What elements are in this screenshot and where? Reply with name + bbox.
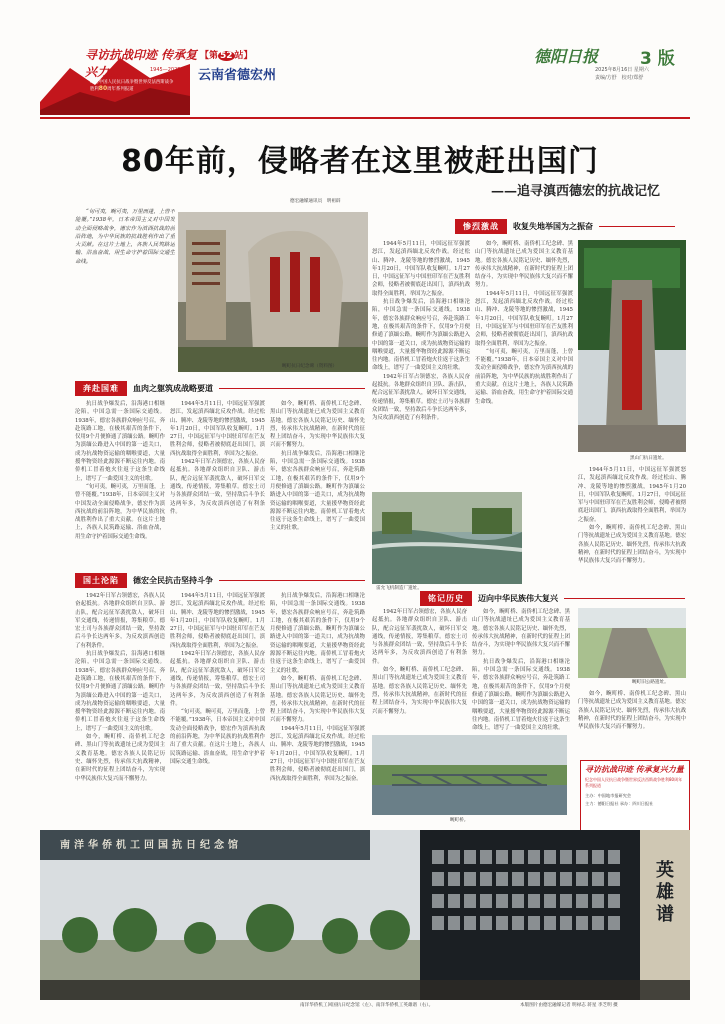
section1-header [75,380,365,396]
section1-p2: “旬可夷，畹可夷，万里而蓬，上曾不能覆。”1938年，日本帝国主义对中国发动全面侵略战争，德宏作为滇西抗战的前沿阵地，为中华民族的抗战胜利作出了重大贡献。在这片土地上，各族人民筑路运输、浴血奋战，用生命守护着国际交通生命线。 [75,483,165,540]
section2-p8: 如今，畹町桥、南侨机工纪念碑、黑山门等抗战遗址已成为爱国主义教育基地。德宏各族人民铭记历史、缅怀先烈，传承伟大抗战精神，在新时代的征程上团结奋斗，为实现中华民族伟大复兴而不懈努力。 [270,675,365,724]
section2-p5: 1942年日军占领德宏，各族人民奋起抵抗。各地群众组织自卫队、游击队，配合远征军袭扰敌人，破坏日军交通线，传递情报，筹集粮草。德宏土司与各族群众团结一致，坚持敌后斗争长达两年多，为反攻滇西创造了有利条件。 [170,651,265,707]
middle-p6: “旬可夷，畹可夷，万里而蓬，上曾不能覆。”1938年，日本帝国主义对中国发动全面侵略战争，德宏作为滇西抗战的前沿阵地，为中华民族的抗战胜利作出了重大贡献。在这片土地上，各族人民筑路运输、浴血奋战，用生命守护着国际交通生命线。 [475,348,573,405]
date-text: 2025年8月16日 [595,67,633,73]
campaign-sub2: 胜利 [90,87,99,92]
section1-col1 [75,400,165,566]
section1-p4: 1942年日军占领德宏，各族人民奋起抵抗。各地群众组织自卫队、游击队，配合远征军袭扰敌人，破坏日军交通线，传递情报，筹集粮草。德宏土司与各族群众团结一致，坚持敌后斗争长达两年多，为反攻滇西创造了有利条件。 [170,459,265,515]
section4-col-left [372,608,467,728]
header-band [40,40,690,115]
section1-p3: 1944年5月11日，中国远征军强渡怒江，发起滇西缅北反攻作战。经过松山、腾冲、龙陵等地的惨烈激战，1945年1月20日，中国军队收复畹町。1月27日，中国远征军与中国驻印军在芒友胜利会师，侵略者被彻底赶出国门，滇西抗战取得全面胜利，举国为之振奋。 [170,401,265,457]
middle-p2: 抗日战争爆发后，沿海港口相继沦陷，中国急需一条国际交通线。1938年，德宏各族群众响应号召，奔赴筑路工地，在极其艰苦的条件下，仅用9个月便修通了滇缅公路。畹町作为滇缅公路进入中国的第一道关口，成为抗战物资运输的咽喉要道，大量援华物资经此源源不断运往内地。南侨机工冒着炮火往返于这条生命线上，谱写了一曲爱国主义的壮歌。 [372,299,470,372]
section2-col2 [170,592,265,810]
campaign-subtitle [90,80,210,93]
section2-header [75,572,365,588]
section2-p9: 1944年5月11日，中国远征军强渡怒江，发起滇西缅北反攻作战。经过松山、腾冲、龙陵等地的惨烈激战，1945年1月20日，中国军队收复畹町。1月27日，中国远征军与中国驻印军在芒友胜利会师，侵略者被彻底赶出国门，滇西抗战取得全面胜利，举国为之振奋。 [270,725,365,782]
middle-col2 [475,240,573,486]
section3-tag: 惨烈激战 [455,219,507,234]
section2-col3 [270,592,365,810]
section2-p3: 如今，畹町桥、南侨机工纪念碑、黑山门等抗战遗址已成为爱国主义教育基地。德宏各族人民铭记历史、缅怀先烈，传承伟大抗战精神，在新时代的征程上团结奋斗，为实现中华民族伟大复兴而不懈努力。 [75,734,165,782]
section2-p1: 1942年日军占领德宏，各族人民奋起抵抗。各地群众组织自卫队、游击队，配合远征军袭扰敌人，破坏日军交通线，传递情报，筹集粮草。德宏土司与各族群众团结一致，坚持敌后斗争长达两年多，为反攻滇西创造了有利条件。 [75,593,165,649]
section2-p6: “旬可夷，畹可夷，万里而蓬，上曾不能覆。”1938年，日本帝国主义对中国发动全面侵略战争，德宏作为滇西抗战的前沿阵地，为中华民族的抗战胜利作出了重大贡献。在这片土地上，各族人民筑路运输、浴血奋战，用生命守护着国际交通生命线。 [170,709,265,765]
section4-rule [564,598,685,599]
section3-title: 收复失地举国为之振奋 [513,221,593,231]
section1-p6: 抗日战争爆发后，沿海港口相继沦陷，中国急需一条国际交通线。1938年，德宏各族群众响应号召，奔赴筑路工地，在极其艰苦的条件下，仅用9个月便修通了滇缅公路。畹町作为滇缅公路进入中国的第一道关口，成为抗战物资运输的咽喉要道，大量援华物资经此源源不断运往内地。南侨机工冒着炮火往返于这条生命线上，谱写了一曲爱国主义的壮歌。 [270,450,365,532]
header-rule [40,117,690,119]
issue-date [595,66,649,73]
stop-pre: 【第 [200,51,219,61]
section2-p7: 抗日战争爆发后，沿海港口相继沦陷，中国急需一条国际交通线。1938年，德宏各族群众响应号召，奔赴筑路工地，在极其艰苦的条件下，仅用9个月便修通了滇缅公路。畹町作为滇缅公路进入中国的第一道关口，成为抗战物资运输的咽喉要道，大量援华物资经此源源不断运往内地。南侨机工冒着炮火往返于这条生命线上，谱写了一曲爱国主义的壮歌。 [270,593,365,674]
staff-line: 责编/方舒 校对/郑舒 [595,75,644,81]
stop-num: 52 [220,51,233,61]
middle-p4: 如今，畹町桥、南侨机工纪念碑、黑山门等抗战遗址已成为爱国主义教育基地。德宏各族人民铭记历史、缅怀先烈，传承伟大抗战精神，在新时代的征程上团结奋斗，为实现中华民族伟大复兴而不懈努力。 [475,241,573,289]
weekday-text: 星期六 [633,67,649,73]
footer-host: 主办：中国地市报研究会 [585,793,632,798]
section4-p1: 1942年日军占领德宏，各族人民奋起抵抗。各地群众组织自卫队、游击队，配合远征军袭扰敌人，破坏日军交通线，传递情报，筹集粮草。德宏土司与各族群众团结一致，坚持敌后斗争长达两年多，为反攻滇西创造了有利条件。 [372,609,467,665]
section4-p4: 抗日战争爆发后，沿海港口相继沦陷，中国急需一条国际交通线。1938年，德宏各族群众响应号召，奔赴筑路工地，在极其艰苦的条件下，仅用9个月便修通了滇缅公路。畹町作为滇缅公路进入中国的第一道关口，成为抗战物资运输的咽喉要道，大量援华物资经此源源不断运往内地。南侨机工冒着炮火往返于这条生命线上，谱写了一曲爱国主义的壮歌。 [472,658,570,732]
right-monument-caption: 黑山门抗日遗址。 [630,456,667,461]
section1-p5: 如今，畹町桥、南侨机工纪念碑、黑山门等抗战遗址已成为爱国主义教育基地。德宏各族人民铭记历史、缅怀先烈，传承伟大抗战精神，在新时代的征程上团结奋斗，为实现中华民族伟大复兴而不懈努力。 [270,401,365,449]
section4-col-right [578,690,686,754]
bottom-caption: 南洋华侨机工回国抗日纪念馆（左）、南洋华侨机工英雄谱（右）。 [300,1003,434,1008]
main-headline: 80年前，侵略者在这里被赶出国门 [121,144,599,179]
middle-p1: 1944年5月11日，中国远征军强渡怒江，发起滇西缅北反攻作战。经过松山、腾冲、龙陵等地的惨烈激战，1945年1月20日，中国军队收复畹町。1月27日，中国远征军与中国驻印军在芒友胜利会师，侵略者被彻底赶出国门，滇西抗战取得全面胜利，举国为之振奋。 [372,241,470,297]
section4-p2: 如今，畹町桥、南侨机工纪念碑、黑山门等抗战遗址已成为爱国主义教育基地。德宏各族人民铭记历史、缅怀先烈，传承伟大抗战精神，在新时代的征程上团结奋斗，为实现中华民族伟大复兴而不懈努力。 [372,667,467,715]
byline: 德宏融媒通讯员 明祖辟 [290,199,341,204]
bottom-banner-text: 南洋华侨机工回国抗日纪念馆 [60,840,242,851]
footer-campaign-title: 寻访抗战印迹 传承复兴力量 [585,765,684,774]
section1-p1: 抗日战争爆发后，沿海港口相继沦陷，中国急需一条国际交通线。1938年，德宏各族群众响应号召，奔赴筑路工地，在极其艰苦的条件下，仅用9个月便修通了滇缅公路。畹町作为滇缅公路进入中国的第一道关口，成为抗战物资运输的咽喉要道，大量援华物资经此源源不断运往内地。南侨机工冒着炮火往返于这条生命线上，谱写了一曲爱国主义的壮歌。 [75,401,165,482]
section2-rule [219,580,365,581]
paper-logo: 德阳日报 [534,47,599,66]
footer-sub: 纪念中国人民抗日战争暨世界反法西斯战争胜利80周年系列报道 [585,777,683,788]
section3-header [455,218,675,234]
bottom-photo [40,830,690,1000]
middle-p5: 1944年5月11日，中国远征军强渡怒江，发起滇西缅北反攻作战。经过松山、腾冲、龙陵等地的惨烈激战，1945年1月20日，中国军队收复畹町。1月27日，中国远征军与中国驻印军在芒友胜利会师，侵略者被彻底赶出国门，滇西抗战取得全面胜利，举国为之振奋。 [475,290,573,347]
bridge-caption: 畹町桥。 [450,818,469,823]
page-number: 3 版 [640,49,675,69]
campaign-years: 1945—2025 [150,67,181,73]
road-caption: 畹町旧公路遗址。 [632,680,669,685]
right-p2: 如今，畹町桥、南侨机工纪念碑、黑山门等抗战遗址已成为爱国主义教育基地。德宏各族人民铭记历史、缅怀先烈，传承伟大抗战精神，在新时代的征程上团结奋斗，为实现中华民族伟大复兴而不懈努力。 [578,525,686,565]
section4-tag: 铭记历史 [420,591,472,606]
intro-text [75,208,175,376]
section4-p3: 如今，畹町桥、南侨机工纪念碑、黑山门等抗战遗址已成为爱国主义教育基地。德宏各族人民铭记历史、缅怀先烈，传承伟大抗战精神，在新时代的征程上团结奋斗，为实现中华民族伟大复兴而不懈努力。 [472,609,570,657]
footer-org: 主力：德阳日报社 承办：四川日报社 [585,801,654,806]
section1-title: 血肉之躯筑成战略要道 [133,383,213,393]
campaign-sub3: 周年系列报道 [107,87,134,92]
bridge-photo [372,735,567,815]
section1-rule [219,388,365,389]
right-monument-photo [578,240,686,452]
middle-p3: 1942年日军占领德宏，各族人民奋起抵抗。各地群众组织自卫队、游击队，配合远征军袭扰敌人，破坏日军交通线，传递情报，筹集粮草。德宏土司与各族群众团结一致，坚持敌后斗争长达两年多，为反攻滇西创造了有利条件。 [372,373,470,422]
section2-col1 [75,592,165,810]
footer-logo-block [580,760,690,832]
stop-post: 站】 [234,51,253,61]
middle-col1 [372,240,470,486]
location-title: 云南省德宏州 [198,68,277,83]
section2-p2: 抗日战争爆发后，沿海港口相继沦陷，中国急需一条国际交通线。1938年，德宏各族群众响应号召，奔赴筑路工地，在极其艰苦的条件下，仅用9个月便修通了滇缅公路。畹町作为滇缅公路进入中国的第一道关口，成为抗战物资运输的咽喉要道，大量援华物资经此源源不断运往内地。南侨机工冒着炮火往返于这条生命线上，谱写了一曲爱国主义的壮歌。 [75,651,165,732]
campaign-title: 寻访抗战印迹 传承复兴力量 [85,48,198,79]
section3-rule [599,226,675,227]
sub-headline: ——追寻滇西德宏的抗战记忆 [490,184,660,199]
campaign-num: 80 [98,85,108,92]
stop-label [200,48,253,61]
campaign-sub1: 纪念中国人民抗日战争暨世界反法西斯战争 [90,80,174,85]
road-photo [578,608,686,678]
right-p1: 1944年5月11日，中国远征军强渡怒江，发起滇西缅北反攻作战。经过松山、腾冲、龙陵等地的惨烈激战，1945年1月20日，中国军队收复畹町。1月27日，中国远征军与中国驻印军在芒友胜利会师，侵略者被彻底赶出国门，滇西抗战取得全面胜利，举国为之振奋。 [578,467,686,523]
river-caption: 雷允飞机制造厂遗址。 [376,586,422,591]
section1-col3 [270,400,365,566]
section1-tag: 奔赴国难 [75,381,127,396]
river-photo [372,492,522,584]
monument-photo [178,212,368,372]
section2-tag: 国土沦陷 [75,573,127,588]
side-banner: 英雄谱 [656,860,674,925]
section2-title: 德宏全民抗击坚持斗争 [133,575,213,585]
photo-credit: 本版图片由德宏融媒记者 明禄志 蒋星 李芝明 摄 [520,1003,618,1008]
section4-header [420,590,685,606]
intro-paragraph: “旬可夷，畹可夷，万里而蓬，上曾不能覆。”1938年，日本帝国主义对中国发动全面侵略战争，德宏作为滇西抗战的前沿阵地，为中华民族的抗战胜利作出了重大贡献。在这片土地上，各族人民筑路运输、浴血奋战，用生命守护着国际交通生命线。 [75,209,175,265]
section1-col2 [170,400,265,566]
section4-col-mid [472,608,570,748]
section2-p4: 1944年5月11日，中国远征军强渡怒江，发起滇西缅北反攻作战。经过松山、腾冲、龙陵等地的惨烈激战，1945年1月20日，中国军队收复畹町。1月27日，中国远征军与中国驻印军在芒友胜利会师，侵略者被彻底赶出国门，滇西抗战取得全面胜利，举国为之振奋。 [170,593,265,649]
section4-title: 迈向中华民族伟大复兴 [478,593,558,603]
section4-p5: 如今，畹町桥、南侨机工纪念碑、黑山门等抗战遗址已成为爱国主义教育基地。德宏各族人民铭记历史、缅怀先烈，传承伟大抗战精神，在新时代的征程上团结奋斗，为实现中华民族伟大复兴而不懈努力。 [578,691,686,731]
monument-caption: 畹町抗日纪念碑（资料图） [282,364,338,369]
right-col1 [578,466,686,586]
